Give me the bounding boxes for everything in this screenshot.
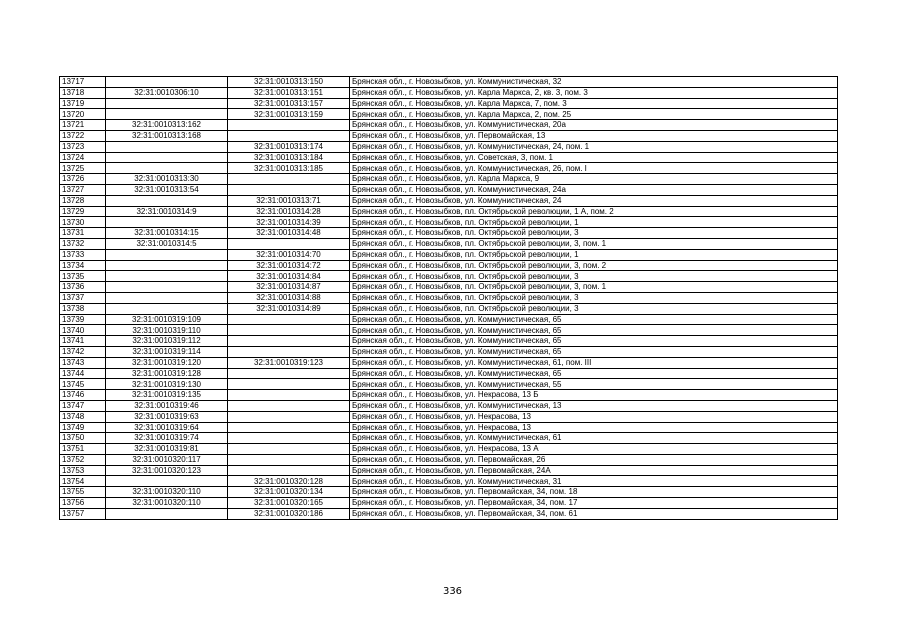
address-cell: Брянская обл., г. Новозыбков, пл. Октябрьской революции, 3 [350, 271, 838, 282]
object-cadastral-number-cell: 32:31:0010313:174 [228, 141, 350, 152]
table-row [60, 303, 838, 314]
object-cadastral-number-cell [228, 314, 350, 325]
land-cadastral-number-cell [106, 217, 228, 228]
table-row [60, 152, 838, 163]
row-number-cell: 13754 [60, 476, 106, 487]
address-cell: Брянская обл., г. Новозыбков, ул. Первомайская, 26 [350, 454, 838, 465]
row-number-cell: 13741 [60, 336, 106, 347]
row-number-cell: 13751 [60, 444, 106, 455]
land-cadastral-number-cell: 32:31:0010319:128 [106, 368, 228, 379]
object-cadastral-number-cell: 32:31:0010314:84 [228, 271, 350, 282]
land-cadastral-number-cell: 32:31:0010319:81 [106, 444, 228, 455]
object-cadastral-number-cell [228, 444, 350, 455]
table-row [60, 379, 838, 390]
row-number-cell: 13719 [60, 98, 106, 109]
land-cadastral-number-cell [106, 249, 228, 260]
object-cadastral-number-cell [228, 379, 350, 390]
object-cadastral-number-cell: 32:31:0010314:88 [228, 292, 350, 303]
row-number-cell: 13737 [60, 292, 106, 303]
address-cell: Брянская обл., г. Новозыбков, ул. Коммунистическая, 65 [350, 336, 838, 347]
row-number-cell: 13757 [60, 508, 106, 519]
table-row [60, 422, 838, 433]
land-cadastral-number-cell: 32:31:0010319:120 [106, 357, 228, 368]
land-cadastral-number-cell: 32:31:0010319:130 [106, 379, 228, 390]
land-cadastral-number-cell [106, 195, 228, 206]
object-cadastral-number-cell [228, 346, 350, 357]
table-row [60, 238, 838, 249]
row-number-cell: 13723 [60, 141, 106, 152]
object-cadastral-number-cell: 32:31:0010314:28 [228, 206, 350, 217]
table-row [60, 260, 838, 271]
land-cadastral-number-cell [106, 292, 228, 303]
address-cell: Брянская обл., г. Новозыбков, ул. Карла Маркса, 2, кв. 3, пом. 3 [350, 87, 838, 98]
row-number-cell: 13752 [60, 454, 106, 465]
address-cell: Брянская обл., г. Новозыбков, ул. Первомайская, 13 [350, 130, 838, 141]
address-cell: Брянская обл., г. Новозыбков, ул. Коммунистическая, 65 [350, 368, 838, 379]
land-cadastral-number-cell: 32:31:0010320:123 [106, 465, 228, 476]
land-cadastral-number-cell [106, 109, 228, 120]
registry-table [59, 76, 838, 520]
land-cadastral-number-cell: 32:31:0010320:110 [106, 487, 228, 498]
row-number-cell: 13726 [60, 174, 106, 185]
row-number-cell: 13728 [60, 195, 106, 206]
row-number-cell: 13727 [60, 184, 106, 195]
address-cell: Брянская обл., г. Новозыбков, ул. Некрасова, 13 Б [350, 390, 838, 401]
table-row [60, 368, 838, 379]
object-cadastral-number-cell [228, 454, 350, 465]
row-number-cell: 13733 [60, 249, 106, 260]
row-number-cell: 13735 [60, 271, 106, 282]
object-cadastral-number-cell: 32:31:0010313:151 [228, 87, 350, 98]
table-row [60, 130, 838, 141]
address-cell: Брянская обл., г. Новозыбков, ул. Коммунистическая, 24а [350, 184, 838, 195]
address-cell: Брянская обл., г. Новозыбков, пл. Октябрьской революции, 3, пом. 2 [350, 260, 838, 271]
object-cadastral-number-cell [228, 184, 350, 195]
land-cadastral-number-cell [106, 260, 228, 271]
land-cadastral-number-cell [106, 98, 228, 109]
address-cell: Брянская обл., г. Новозыбков, пл. Октябрьской революции, 1 [350, 217, 838, 228]
object-cadastral-number-cell: 32:31:0010313:184 [228, 152, 350, 163]
object-cadastral-number-cell: 32:31:0010319:123 [228, 357, 350, 368]
object-cadastral-number-cell [228, 368, 350, 379]
address-cell: Брянская обл., г. Новозыбков, ул. Первомайская, 24А [350, 465, 838, 476]
table-row [60, 476, 838, 487]
land-cadastral-number-cell: 32:31:0010313:168 [106, 130, 228, 141]
table-row [60, 87, 838, 98]
object-cadastral-number-cell [228, 411, 350, 422]
row-number-cell: 13720 [60, 109, 106, 120]
object-cadastral-number-cell: 32:31:0010314:39 [228, 217, 350, 228]
table-row [60, 141, 838, 152]
land-cadastral-number-cell: 32:31:0010314:5 [106, 238, 228, 249]
row-number-cell: 13748 [60, 411, 106, 422]
row-number-cell: 13744 [60, 368, 106, 379]
row-number-cell: 13753 [60, 465, 106, 476]
address-cell: Брянская обл., г. Новозыбков, ул. Карла Маркса, 7, пом. 3 [350, 98, 838, 109]
table-row [60, 77, 838, 88]
table-row [60, 357, 838, 368]
object-cadastral-number-cell: 32:31:0010313:185 [228, 163, 350, 174]
object-cadastral-number-cell: 32:31:0010320:134 [228, 487, 350, 498]
object-cadastral-number-cell: 32:31:0010313:157 [228, 98, 350, 109]
land-cadastral-number-cell: 32:31:0010320:110 [106, 498, 228, 509]
address-cell: Брянская обл., г. Новозыбков, ул. Первомайская, 34, пом. 17 [350, 498, 838, 509]
table-row [60, 411, 838, 422]
address-cell: Брянская обл., г. Новозыбков, ул. Некрасова, 13 [350, 411, 838, 422]
table-row [60, 174, 838, 185]
object-cadastral-number-cell [228, 325, 350, 336]
land-cadastral-number-cell: 32:31:0010313:54 [106, 184, 228, 195]
table-row [60, 325, 838, 336]
table-row [60, 433, 838, 444]
table-row [60, 206, 838, 217]
table-row [60, 282, 838, 293]
table-row [60, 292, 838, 303]
land-cadastral-number-cell: 32:31:0010319:63 [106, 411, 228, 422]
land-cadastral-number-cell: 32:31:0010306:10 [106, 87, 228, 98]
land-cadastral-number-cell: 32:31:0010320:117 [106, 454, 228, 465]
object-cadastral-number-cell [228, 433, 350, 444]
land-cadastral-number-cell [106, 476, 228, 487]
land-cadastral-number-cell [106, 163, 228, 174]
land-cadastral-number-cell [106, 508, 228, 519]
address-cell: Брянская обл., г. Новозыбков, ул. Коммунистическая, 13 [350, 400, 838, 411]
table-row [60, 249, 838, 260]
row-number-cell: 13745 [60, 379, 106, 390]
address-cell: Брянская обл., г. Новозыбков, ул. Коммунистическая, 65 [350, 346, 838, 357]
land-cadastral-number-cell: 32:31:0010319:135 [106, 390, 228, 401]
table-row [60, 465, 838, 476]
table-row [60, 314, 838, 325]
table-row [60, 487, 838, 498]
land-cadastral-number-cell [106, 271, 228, 282]
land-cadastral-number-cell: 32:31:0010319:74 [106, 433, 228, 444]
object-cadastral-number-cell: 32:31:0010314:70 [228, 249, 350, 260]
address-cell: Брянская обл., г. Новозыбков, пл. Октябрьской революции, 1 [350, 249, 838, 260]
row-number-cell: 13747 [60, 400, 106, 411]
table-row [60, 336, 838, 347]
address-cell: Брянская обл., г. Новозыбков, ул. Некрасова, 13 [350, 422, 838, 433]
address-cell: Брянская обл., г. Новозыбков, пл. Октябрьской революции, 3 [350, 228, 838, 239]
object-cadastral-number-cell [228, 238, 350, 249]
land-cadastral-number-cell: 32:31:0010314:9 [106, 206, 228, 217]
row-number-cell: 13721 [60, 120, 106, 131]
table-row [60, 390, 838, 401]
row-number-cell: 13738 [60, 303, 106, 314]
table-row [60, 228, 838, 239]
row-number-cell: 13734 [60, 260, 106, 271]
table-row [60, 498, 838, 509]
row-number-cell: 13740 [60, 325, 106, 336]
object-cadastral-number-cell: 32:31:0010320:165 [228, 498, 350, 509]
land-cadastral-number-cell [106, 303, 228, 314]
address-cell: Брянская обл., г. Новозыбков, ул. Карла Маркса, 2, пом. 25 [350, 109, 838, 120]
table-row [60, 346, 838, 357]
object-cadastral-number-cell: 32:31:0010320:128 [228, 476, 350, 487]
row-number-cell: 13736 [60, 282, 106, 293]
row-number-cell: 13750 [60, 433, 106, 444]
land-cadastral-number-cell: 32:31:0010319:64 [106, 422, 228, 433]
row-number-cell: 13749 [60, 422, 106, 433]
address-cell: Брянская обл., г. Новозыбков, ул. Коммунистическая, 61, пом. III [350, 357, 838, 368]
address-cell: Брянская обл., г. Новозыбков, ул. Коммунистическая, 31 [350, 476, 838, 487]
row-number-cell: 13755 [60, 487, 106, 498]
object-cadastral-number-cell [228, 390, 350, 401]
object-cadastral-number-cell [228, 130, 350, 141]
page-number: 336 [442, 586, 463, 597]
land-cadastral-number-cell: 32:31:0010314:15 [106, 228, 228, 239]
land-cadastral-number-cell: 32:31:0010319:110 [106, 325, 228, 336]
address-cell: Брянская обл., г. Новозыбков, ул. Коммунистическая, 32 [350, 77, 838, 88]
address-cell: Брянская обл., г. Новозыбков, ул. Советская, 3, пом. 1 [350, 152, 838, 163]
land-cadastral-number-cell [106, 141, 228, 152]
land-cadastral-number-cell: 32:31:0010319:46 [106, 400, 228, 411]
address-cell: Брянская обл., г. Новозыбков, ул. Коммунистическая, 65 [350, 314, 838, 325]
address-cell: Брянская обл., г. Новозыбков, ул. Коммунистическая, 55 [350, 379, 838, 390]
address-cell: Брянская обл., г. Новозыбков, ул. Коммунистическая, 65 [350, 325, 838, 336]
object-cadastral-number-cell [228, 336, 350, 347]
object-cadastral-number-cell: 32:31:0010313:71 [228, 195, 350, 206]
object-cadastral-number-cell [228, 174, 350, 185]
row-number-cell: 13732 [60, 238, 106, 249]
land-cadastral-number-cell [106, 282, 228, 293]
row-number-cell: 13746 [60, 390, 106, 401]
row-number-cell: 13724 [60, 152, 106, 163]
address-cell: Брянская обл., г. Новозыбков, ул. Коммунистическая, 20а [350, 120, 838, 131]
object-cadastral-number-cell: 32:31:0010314:87 [228, 282, 350, 293]
land-cadastral-number-cell [106, 77, 228, 88]
object-cadastral-number-cell [228, 465, 350, 476]
table-row [60, 508, 838, 519]
row-number-cell: 13739 [60, 314, 106, 325]
table-row [60, 109, 838, 120]
object-cadastral-number-cell: 32:31:0010314:72 [228, 260, 350, 271]
object-cadastral-number-cell [228, 120, 350, 131]
address-cell: Брянская обл., г. Новозыбков, пл. Октябрьской революции, 3, пом. 1 [350, 238, 838, 249]
row-number-cell: 13725 [60, 163, 106, 174]
table-row [60, 120, 838, 131]
table-row [60, 454, 838, 465]
table-row [60, 271, 838, 282]
address-cell: Брянская обл., г. Новозыбков, пл. Октябрьской революции, 3 [350, 303, 838, 314]
address-cell: Брянская обл., г. Новозыбков, ул. Коммунистическая, 26, пом. I [350, 163, 838, 174]
object-cadastral-number-cell: 32:31:0010313:150 [228, 77, 350, 88]
table-row [60, 444, 838, 455]
address-cell: Брянская обл., г. Новозыбков, ул. Коммунистическая, 61 [350, 433, 838, 444]
table-row [60, 217, 838, 228]
address-cell: Брянская обл., г. Новозыбков, ул. Коммунистическая, 24, пом. 1 [350, 141, 838, 152]
address-cell: Брянская обл., г. Новозыбков, ул. Некрасова, 13 А [350, 444, 838, 455]
table-row [60, 400, 838, 411]
row-number-cell: 13730 [60, 217, 106, 228]
address-cell: Брянская обл., г. Новозыбков, пл. Октябрьской революции, 3, пом. 1 [350, 282, 838, 293]
land-cadastral-number-cell: 32:31:0010313:30 [106, 174, 228, 185]
row-number-cell: 13722 [60, 130, 106, 141]
row-number-cell: 13729 [60, 206, 106, 217]
row-number-cell: 13717 [60, 77, 106, 88]
row-number-cell: 13743 [60, 357, 106, 368]
object-cadastral-number-cell: 32:31:0010314:48 [228, 228, 350, 239]
address-cell: Брянская обл., г. Новозыбков, ул. Первомайская, 34, пом. 61 [350, 508, 838, 519]
address-cell: Брянская обл., г. Новозыбков, ул. Первомайская, 34, пом. 18 [350, 487, 838, 498]
land-cadastral-number-cell: 32:31:0010313:162 [106, 120, 228, 131]
address-cell: Брянская обл., г. Новозыбков, пл. Октябрьской революции, 3 [350, 292, 838, 303]
address-cell: Брянская обл., г. Новозыбков, пл. Октябрьской революции, 1 А, пом. 2 [350, 206, 838, 217]
object-cadastral-number-cell [228, 422, 350, 433]
object-cadastral-number-cell: 32:31:0010314:89 [228, 303, 350, 314]
row-number-cell: 13718 [60, 87, 106, 98]
address-cell: Брянская обл., г. Новозыбков, ул. Карла Маркса, 9 [350, 174, 838, 185]
land-cadastral-number-cell: 32:31:0010319:114 [106, 346, 228, 357]
land-cadastral-number-cell: 32:31:0010319:112 [106, 336, 228, 347]
table-row [60, 98, 838, 109]
land-cadastral-number-cell: 32:31:0010319:109 [106, 314, 228, 325]
registry-table-body [60, 77, 838, 520]
table-row [60, 163, 838, 174]
land-cadastral-number-cell [106, 152, 228, 163]
row-number-cell: 13756 [60, 498, 106, 509]
table-row [60, 184, 838, 195]
row-number-cell: 13731 [60, 228, 106, 239]
address-cell: Брянская обл., г. Новозыбков, ул. Коммунистическая, 24 [350, 195, 838, 206]
object-cadastral-number-cell [228, 400, 350, 411]
table-row [60, 195, 838, 206]
row-number-cell: 13742 [60, 346, 106, 357]
object-cadastral-number-cell: 32:31:0010313:159 [228, 109, 350, 120]
object-cadastral-number-cell: 32:31:0010320:186 [228, 508, 350, 519]
